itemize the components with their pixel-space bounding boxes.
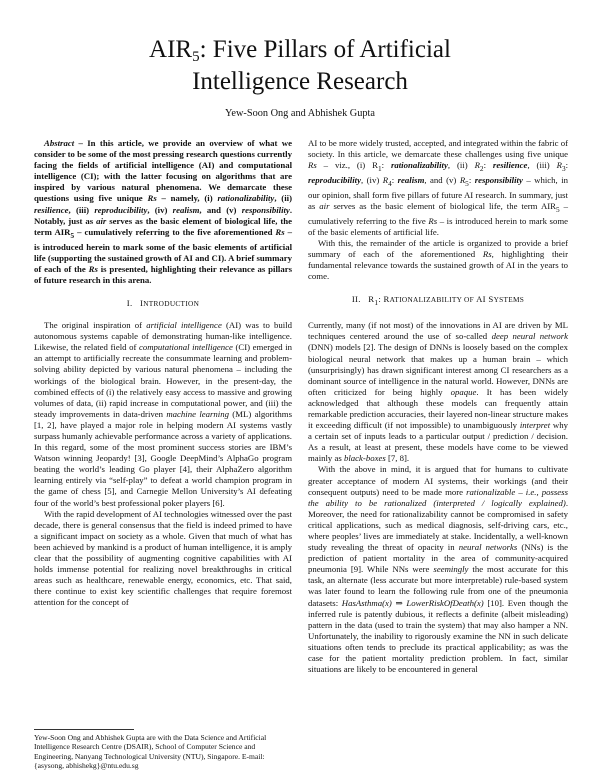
intro-organization-paragraph: With this, the remainder of the article is organized to provide a brief summary of each of the aforementioned Rs, highlighting their fundamental relevance towards the sustained growth of AI in the years to come. <box>308 238 568 282</box>
left-column <box>34 138 292 609</box>
footnote-divider <box>34 729 134 730</box>
abstract: Abstract – In this article, we provide an overview of what we consider to be some of the most pressing research questions currently facing the fields of artificial intelligence (AI) and computational intelligence (CI); with the latter focusing on algorithms that are inspired by various natural phenomena. We demarcate these questions using five unique Rs – namely, (i) rationalizability, (ii) resilience, (iii) reproducibility, (iv) realism, and (v) responsibility. Notably, just as air serves as the basic element of biological life, the term $AIR_5$ – cumulatively referring to the five aforementioned Rs – is introduced herein to mark some of the basic elements of artificial life (supporting the sustained growth of AI and CI). A brief summary of each of the Rs is presented, highlighting their relevance as pillars of future research in this arena. <box>34 138 293 285</box>
intro-paragraph-2: With the rapid development of AI technologies witnessed over the past decade, there is general consensus that the field is indeed primed to have a significant impact on society as a whole. Given that much of what has been achieved by mankind is a product of human intelligence, it is amply clear that the possibility of augmenting cognitive capabilities with AI holds immense potential for realizing novel breakthroughs in critical areas such as healthcare, renewable energy, economics, etc. That said, there continue to exist key scientific challenges that require foremost attention for the concept of <box>34 508 292 608</box>
author-list: Yew-Soon Ong and Abhishek Gupta <box>225 108 375 119</box>
right-column <box>308 138 568 675</box>
r1-paragraph-2: With the above in mind, it is argued that for humans to cultivate greater acceptance of modern AI systems, their workings (and their consequent outputs) need to be made more rationalizable – i.e., possess the ability to be rationalized (interpreted / logically explained). Moreover, the need for rationalizability cannot be compromised in safety critical applications, such as medical diagnosis, self-driving cars, etc., where peoples’ lives are immediately at stake. Incidentally, a well-known study revealing the threat of opacity in neural networks (NNs) is the prediction of patient mortality in the area of community-acquired pneumonia [9]. While NNs were seemingly the most accurate for this task, an alternate (less accurate but more interpretable) rule-based system was later found to learn the following rule from one of the pneumonia datasets: HasAsthma(x) ⇒ LowerRiskOfDeath(x) [10]. Even though the inferred rule is patently dubious, it reflects a definite (albeit misleading) pattern in the data (used to train the system) that may also hamper a NN. Unfortunately, the inability to rigorously examine the NN in such delicate situations often tends to preclude its practical applicability; as was the case for the patient mortality prediction problem. In fact, similar situations are likely to be encountered in general <box>308 464 568 675</box>
author-affiliation-footnote: Yew-Soon Ong and Abhishek Gupta are with the Data Science and Artificial Intelligence Research Centre (DSAIR), School of Computer Science and Engineering, Nanyang Technological University (NTU), Singapore. E-mail: {asysong, abhishekg}@ntu.edu.sg <box>34 733 267 771</box>
paper-title <box>0 34 600 98</box>
title-line-2: Intelligence Research <box>192 68 408 95</box>
inferred-rule-formula: HasAsthma(x) ⇒ LowerRiskOfDeath(x) <box>341 597 484 608</box>
section-heading-introduction: I. INTRODUCTION <box>126 297 200 308</box>
intro-continued-paragraph: AI to be more widely trusted, accepted, and integrated within the fabric of society. In this article, we demarcate these challenges using five unique Rs – viz., (i) $R_1$: rationalizability, (ii) $R_2$: resilience, (iii) $R_3$: reproducibility, (iv) $R_4$: realism, and (v) $R_5$: responsibility – which, in our opinion, shall form five pillars of future AI research. In summary, just as air serves as the basic element of biological life, the term $AIR_5$ – cumulatively referring to the five Rs – is introduced herein to mark some of the basic elements of artificial life. <box>308 138 569 237</box>
title-line-1: $AIR_5$: Five Pillars of Artificial <box>149 36 451 65</box>
intro-paragraph-1: The original inspiration of artificial intelligence (AI) was to build autonomous systems capable of demonstrating human-like intelligence. Likewise, the related field of computational intelligence (CI) emerged in an attempt to artificially recreate the consummate learning and problem-solving ability depicted by various natural phenomena – including the workings of the biological brain. However, in the present-day, the combined effects of (i) the relatively easy access to massive and growing volumes of data, (ii) rapid increase in computational power, and (iii) the steady improvements in data-driven machine learning (ML) algorithms [1, 2], have played a major role in helping modern AI systems vastly surpass humanly achievable performance across a variety of applications. In this regard, some of the most prominent success stories are IBM’s Watson winning Jeopardy! [3], Google DeepMind’s AlphaGo program beating the world’s leading Go player [4], their AlphaZero algorithm learning entirely via “self-play” to defeat a world champion program in the game of chess [5], and Carnegie Mellon University’s AI defeating four of the world’s best professional poker players [6]. <box>34 320 293 508</box>
r1-paragraph-1: Currently, many (if not most) of the innovations in AI are driven by ML techniques centered around the use of so-called deep neural network (DNN) models [2]. The design of DNNs is loosely based on the complex biological neural network that makes up a human brain – which (unsurprisingly) has drawn significant interest among CI researchers as a dominant source of intelligence in the natural world. However, DNNs are often criticized for being highly opaque. It has been widely acknowledged that although these models can frequently attain remarkable prediction accuracies, their layered non-linear structure makes it exceeding difficult (if not impossible) to unambiguously interpret why a certain set of inputs leads to a particular output / prediction / decision. As a result, at least at present, these models have come to be viewed mainly as black-boxes [7, 8]. <box>308 320 569 464</box>
section-heading-rationalizability: II. $R_1$: RATIONALIZABILITY OF AI SYSTEMS <box>351 294 525 308</box>
